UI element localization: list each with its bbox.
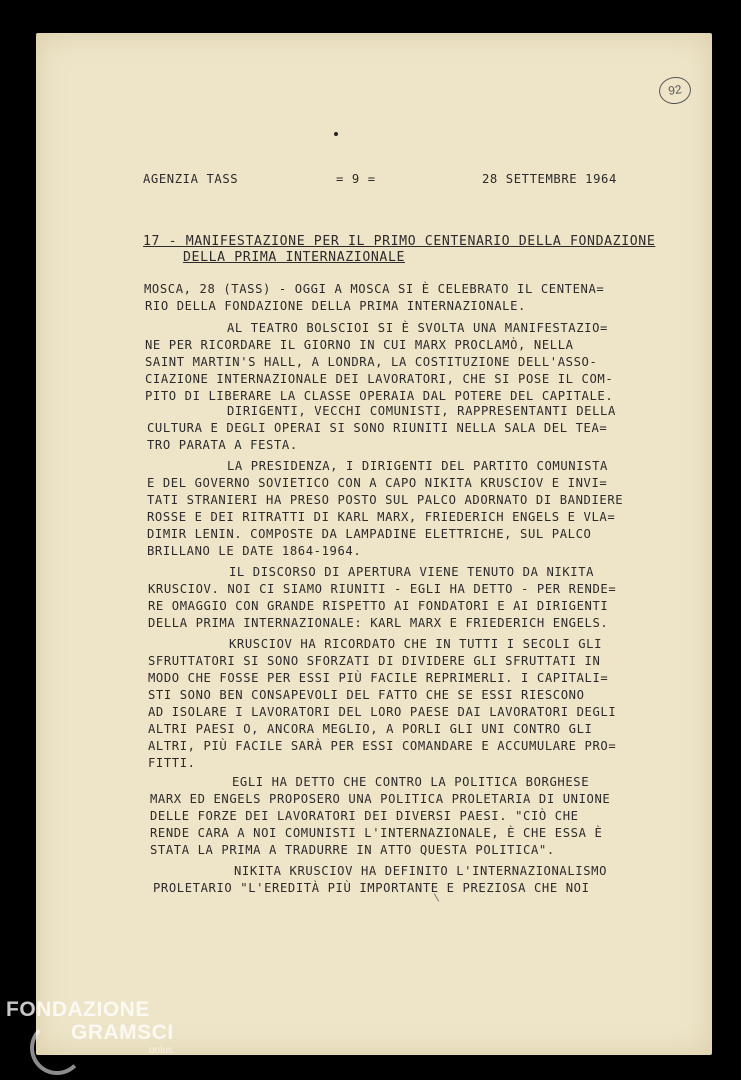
body-line: DIMIR LENIN. COMPOSTE DA LAMPADINE ELETTRICHE, SUL PALCO: [147, 527, 592, 541]
fondazione-gramsci-watermark: [6, 998, 174, 1058]
body-line: ROSSE E DEI RITRATTI DI KARL MARX, FRIEDERICH ENGELS E VLA=: [147, 510, 616, 524]
body-line: PROLETARIO "L'EREDITÀ PIÙ IMPORTANTE E PREZIOSA CHE NOI: [153, 881, 590, 895]
body-line: RENDE CARA A NOI COMUNISTI L'INTERNAZIONALE, È CHE ESSA È: [150, 826, 603, 840]
document-header: [0, 0, 617, 186]
body-line: CIAZIONE INTERNAZIONALE DEI LAVORATORI, CHE SI POSE IL COM-: [145, 372, 614, 386]
body-line: TATI STRANIERI HA PRESO POSTO SUL PALCO ADORNATO DI BANDIERE: [147, 493, 624, 507]
body-line: FITTI.: [148, 756, 196, 770]
body-line: DELLA PRIMA INTERNAZIONALE: KARL MARX E FRIEDERICH ENGELS.: [148, 616, 609, 630]
body-line: NE PER RICORDARE IL GIORNO IN CUI MARX PROCLAMÒ, NELLA: [145, 338, 574, 352]
body-line: KRUSCIOV HA RICORDATO CHE IN TUTTI I SECOLI GLI: [229, 637, 603, 651]
body-line: MARX ED ENGELS PROPOSERO UNA POLITICA PROLETARIA DI UNIONE: [150, 792, 611, 806]
body-line: MOSCA, 28 (TASS) - OGGI A MOSCA SI È CELEBRATO IL CENTENA=: [144, 282, 605, 296]
ink-dot: [334, 132, 338, 136]
body-line: IL DISCORSO DI APERTURA VIENE TENUTO DA NIKITA: [229, 565, 595, 579]
body-line: EGLI HA DETTO CHE CONTRO LA POLITICA BORGHESE: [232, 775, 590, 789]
document-page: [36, 33, 712, 1055]
document-date: 28 SETTEMBRE 1964: [482, 172, 617, 186]
body-line: NIKITA KRUSCIOV HA DEFINITO L'INTERNAZIONALISMO: [234, 864, 608, 878]
article-title-line-1: 17 - MANIFESTAZIONE PER IL PRIMO CENTENARIO DELLA FONDAZIONE: [143, 234, 656, 249]
body-line: E DEL GOVERNO SOVIETICO CON A CAPO NIKITA KRUSCIOV E INVI=: [147, 476, 608, 490]
watermark-line-1: FONDAZIONE: [6, 998, 150, 1021]
page-number-annotation: 92: [657, 75, 692, 106]
body-line: CULTURA E DEGLI OPERAI SI SONO RIUNITI NELLA SALA DEL TEA=: [147, 421, 608, 435]
body-line: ALTRI, PIÙ FACILE SARÀ PER ESSI COMANDARE E ACCUMULARE PRO=: [148, 739, 617, 753]
body-line: STI SONO BEN CONSAPEVOLI DEL FATTO CHE SE ESSI RIESCONO: [148, 688, 585, 702]
page-marker: = 9 =: [336, 172, 376, 186]
body-line: DELLE FORZE DEI LAVORATORI DEI DIVERSI PAESI. "CIÒ CHE: [150, 809, 579, 823]
body-line: SAINT MARTIN'S HALL, A LONDRA, LA COSTITUZIONE DELL'ASSO-: [145, 355, 598, 369]
watermark-line-2: GRAMSCI: [71, 1021, 174, 1044]
body-line: AD ISOLARE I LAVORATORI DEL LORO PAESE DAI LAVORATORI DEGLI: [148, 705, 617, 719]
article-title-line-2: DELLA PRIMA INTERNAZIONALE: [183, 250, 406, 265]
body-line: SFRUTTATORI SI SONO SFORZATI DI DIVIDERE GLI SFRUTTATI IN: [148, 654, 601, 668]
body-line: ALTRI PAESI O, ANCORA MEGLIO, A PORLI GLI UNI CONTRO GLI: [148, 722, 593, 736]
body-line: RE OMAGGIO CON GRANDE RISPETTO AI FONDATORI E AI DIRIGENTI: [148, 599, 609, 613]
body-line: PITO DI LIBERARE LA CLASSE OPERAIA DAL POTERE DEL CAPITALE.: [145, 389, 614, 403]
agency-name: AGENZIA TASS: [143, 172, 239, 186]
body-line: DIRIGENTI, VECCHI COMUNISTI, RAPPRESENTANTI DELLA: [227, 404, 616, 418]
body-line: MODO CHE FOSSE PER ESSI PIÙ FACILE REPRIMERLI. I CAPITALI=: [148, 671, 609, 685]
body-line: TRO PARATA A FESTA.: [147, 438, 298, 452]
body-line: STATA LA PRIMA A TRADURRE IN ATTO QUESTA POLITICA".: [150, 843, 555, 857]
body-line: AL TEATRO BOLSCIOI SI È SVOLTA UNA MANIFESTAZIO=: [227, 321, 608, 335]
body-line: LA PRESIDENZA, I DIRIGENTI DEL PARTITO COMUNISTA: [227, 459, 608, 473]
watermark-line-3: onlus: [149, 1045, 173, 1056]
body-line: BRILLANO LE DATE 1864-1964.: [147, 544, 362, 558]
body-line: RIO DELLA FONDAZIONE DELLA PRIMA INTERNAZIONALE.: [145, 299, 526, 313]
body-line: KRUSCIOV. NOI CI SIAMO RIUNITI - EGLI HA DETTO - PER RENDE=: [148, 582, 617, 596]
